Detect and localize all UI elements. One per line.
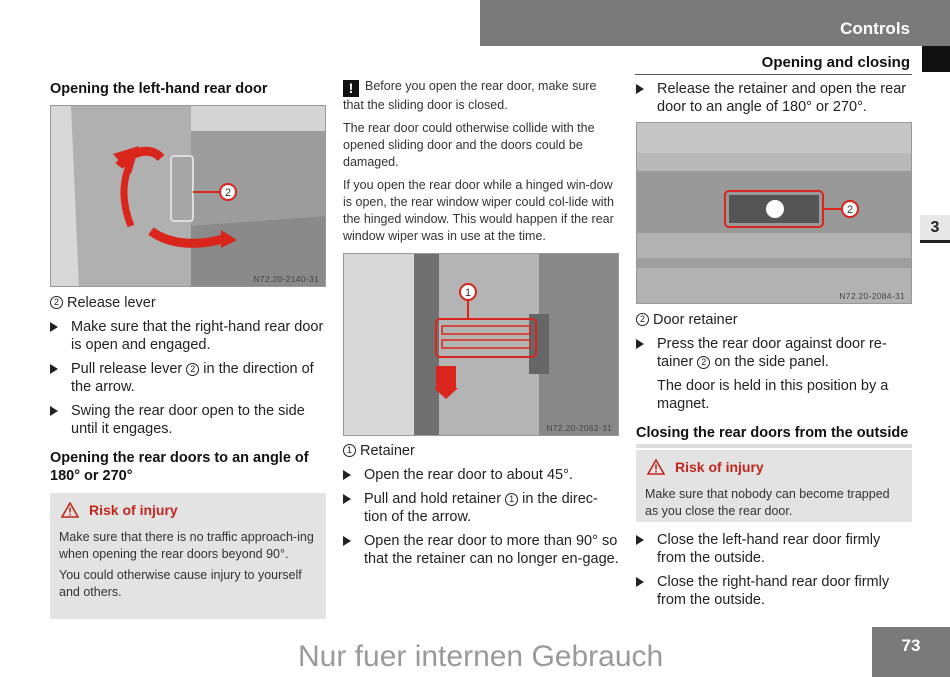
bullet-arrow-icon [50,360,71,374]
figure-code: N72.20-2062-31 [546,423,612,433]
callout-number: 2 [697,356,710,369]
heading-open-180-270: Opening the rear doors to an angle of 180° or 270° [50,450,309,484]
figure-retainer [343,253,619,436]
warning-title: Risk of injury [675,459,764,475]
notice-text: ! Before you open the rear door, make sure that the sliding door is closed. [343,79,597,112]
bullet-arrow-icon [636,573,657,587]
callout-number: 1 [505,493,518,506]
subsection-title: Opening and closing [761,54,910,71]
warning-text: You could otherwise cause injury to yourself and others. [59,568,302,599]
legend-release-lever: 2 Release lever [50,294,326,312]
warning-triangle-icon [61,502,79,518]
svg-text:2: 2 [224,187,232,199]
warning-text: Make sure that nobody can become trapped as you close the rear door. [645,487,890,518]
heading-closing-rear-doors: Closing the rear doors from the outside [636,424,912,448]
bullet-arrow-icon [50,318,71,332]
svg-text:1: 1 [464,287,472,299]
figure-code: N72.20-2140-31 [253,274,319,284]
section-title: Controls [840,19,910,38]
column-right [636,80,912,609]
bullet-arrow-icon [343,466,364,480]
paragraph: The rear door could otherwise collide with the opened sliding door and the doors could be damaged. [343,121,595,169]
warning-text: Make sure that there is no traffic approach-ing when opening the rear doors beyond 90°. [59,530,314,561]
page-number: 73 [872,627,950,677]
warning-box [50,493,326,619]
figure-code: N72.20-2084-31 [839,291,905,301]
bullet-arrow-icon [636,531,657,545]
instruction-step: Make sure that the right-hand rear door is open and engaged. [50,318,326,354]
column-left [50,80,326,619]
instruction-step: Close the left-hand rear door firmly from the outside. [636,531,912,567]
warning-title: Risk of injury [89,502,178,518]
instruction-step: Open the rear door to about 45°. [343,466,619,484]
figure-door-retainer-illustration [637,123,912,304]
instruction-step: Swing the rear door open to the side until it engages. [50,402,326,438]
legend-door-retainer: 2 Door retainer [636,311,912,329]
callout-number: 2 [636,313,649,326]
chapter-tab: 3 [920,215,950,243]
figure-retainer-illustration [344,254,619,436]
instruction-note: The door is held in this position by a magnet. [657,378,889,412]
bullet-arrow-icon [636,335,657,349]
exclamation-icon: ! [343,80,359,97]
bullet-arrow-icon [50,402,71,416]
instruction-step: Open the rear door to more than 90° so that the retainer can no longer en-gage. [343,532,619,568]
svg-text:2: 2 [846,204,854,216]
instruction-step: Close the right-hand rear door firmly from the outside. [636,573,912,609]
column-middle [343,78,619,568]
figure-release-lever [50,105,326,287]
instruction-step: Release the retainer and open the rear door to an angle of 180° or 270°. [636,80,912,116]
warning-triangle-icon [647,459,665,475]
bullet-arrow-icon [636,80,657,94]
legend-retainer: 1 Retainer [343,442,619,460]
callout-number: 2 [50,296,63,309]
heading-left-rear-door: Opening the left-hand rear door [50,81,268,97]
bullet-arrow-icon [343,532,364,546]
bullet-arrow-icon [343,490,364,504]
paragraph: If you open the rear door while a hinged win-dow is open, the rear window wiper could col-lide with the hinged window. This would happen if the rear window wiper was in use at the time. [343,178,614,243]
header-marker [922,46,950,72]
figure-door-retainer [636,122,912,304]
instruction-step: Pull release lever 2 in the direction of the arrow. [50,360,326,396]
instruction-step: Pull and hold retainer 1 in the direc-tion of the arrow. [343,490,619,526]
watermark-text: Nur fuer internen Gebrauch [298,640,664,673]
header-rule [635,74,912,75]
figure-release-lever-illustration [51,106,326,287]
callout-number: 1 [343,444,356,457]
callout-number: 2 [186,363,199,376]
instruction-step: Press the rear door against door re-tainer 2 on the side panel. [636,335,912,371]
warning-box [636,450,912,522]
